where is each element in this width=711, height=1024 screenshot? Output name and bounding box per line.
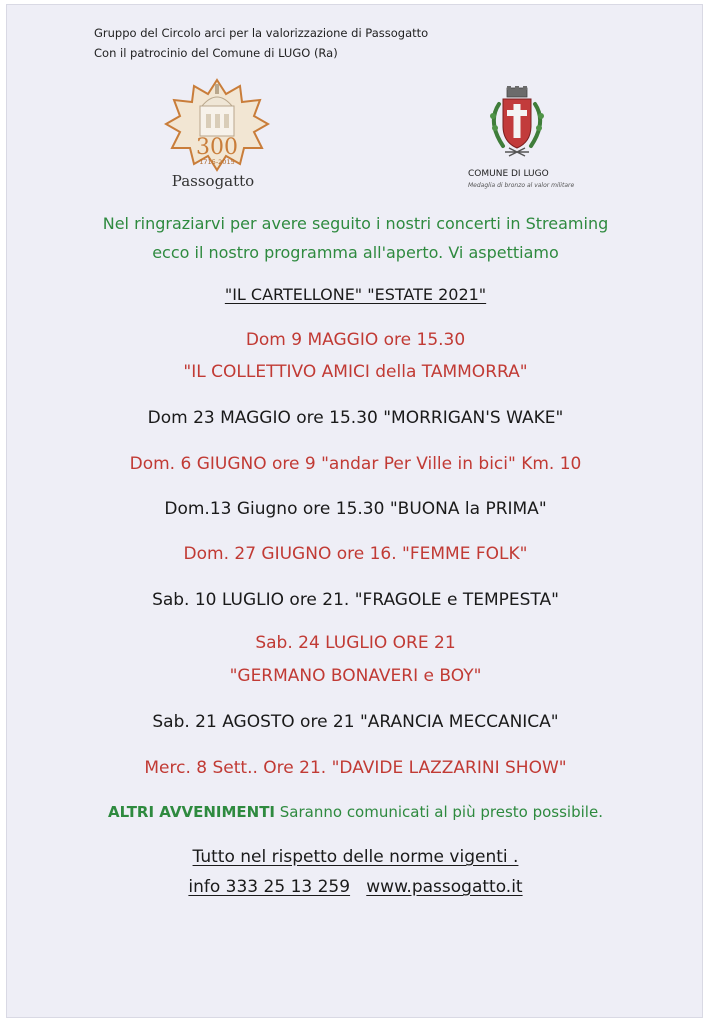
- website-link[interactable]: www.passogatto.it: [366, 877, 523, 897]
- intro-line-1: Nel ringraziarvi per avere seguito i nostri concerti in Streaming: [102, 214, 609, 233]
- event-line: Dom 9 MAGGIO ore 15.30: [245, 330, 466, 350]
- coat-of-arms-icon: [477, 86, 557, 166]
- passogatto-logo: [158, 76, 278, 194]
- leaf-church-emblem-icon: [162, 76, 272, 174]
- event-line: "IL COLLETTIVO AMICI della TAMMORRA": [183, 362, 528, 382]
- event-line: Dom. 27 GIUGNO ore 16. "FEMME FOLK": [183, 544, 528, 564]
- comune-lugo-logo: [465, 86, 575, 196]
- event-line: "GERMANO BONAVERI e BOY": [229, 666, 482, 686]
- phone-info: info 333 25 13 259: [188, 877, 351, 897]
- contact-line: [0, 877, 711, 897]
- event-line: Sab. 24 LUGLIO ORE 21: [255, 633, 456, 653]
- rules-note: Tutto nel rispetto delle norme vigenti .: [192, 847, 519, 867]
- patronage-line: Con il patrocinio del Comune di LUGO (Ra): [94, 46, 338, 60]
- comune-name: COMUNE DI LUGO: [468, 169, 549, 179]
- event-line: Sab. 21 AGOSTO ore 21 "ARANCIA MECCANICA": [152, 712, 559, 732]
- other-events-note: [0, 803, 711, 821]
- event-line: Dom 23 MAGGIO ore 15.30 "MORRIGAN'S WAKE": [147, 408, 564, 428]
- other-events-text: Saranno comunicati al più presto possibile.: [275, 803, 603, 821]
- brand-name: Passogatto: [171, 172, 255, 190]
- program-title: "IL CARTELLONE" "ESTATE 2021": [224, 285, 487, 304]
- event-line: Dom.13 Giugno ore 15.30 "BUONA la PRIMA": [164, 499, 547, 519]
- event-line: Dom. 6 GIUGNO ore 9 "andar Per Ville in bici" Km. 10: [129, 454, 582, 474]
- intro-line-2: ecco il nostro programma all'aperto. Vi aspettiamo: [152, 243, 559, 262]
- anniversary-number: 300: [196, 135, 238, 160]
- organizer-line: Gruppo del Circolo arci per la valorizzazione di Passogatto: [94, 26, 429, 40]
- anniversary-years: 1715-2015: [199, 158, 235, 166]
- other-events-label: ALTRI AVVENIMENTI: [108, 803, 276, 821]
- event-line: Sab. 10 LUGLIO ore 21. "FRAGOLE e TEMPESTA": [152, 590, 559, 610]
- event-line: Merc. 8 Sett.. Ore 21. "DAVIDE LAZZARINI SHOW": [144, 758, 567, 778]
- comune-motto: Medaglia di bronzo al valor militare: [468, 182, 575, 189]
